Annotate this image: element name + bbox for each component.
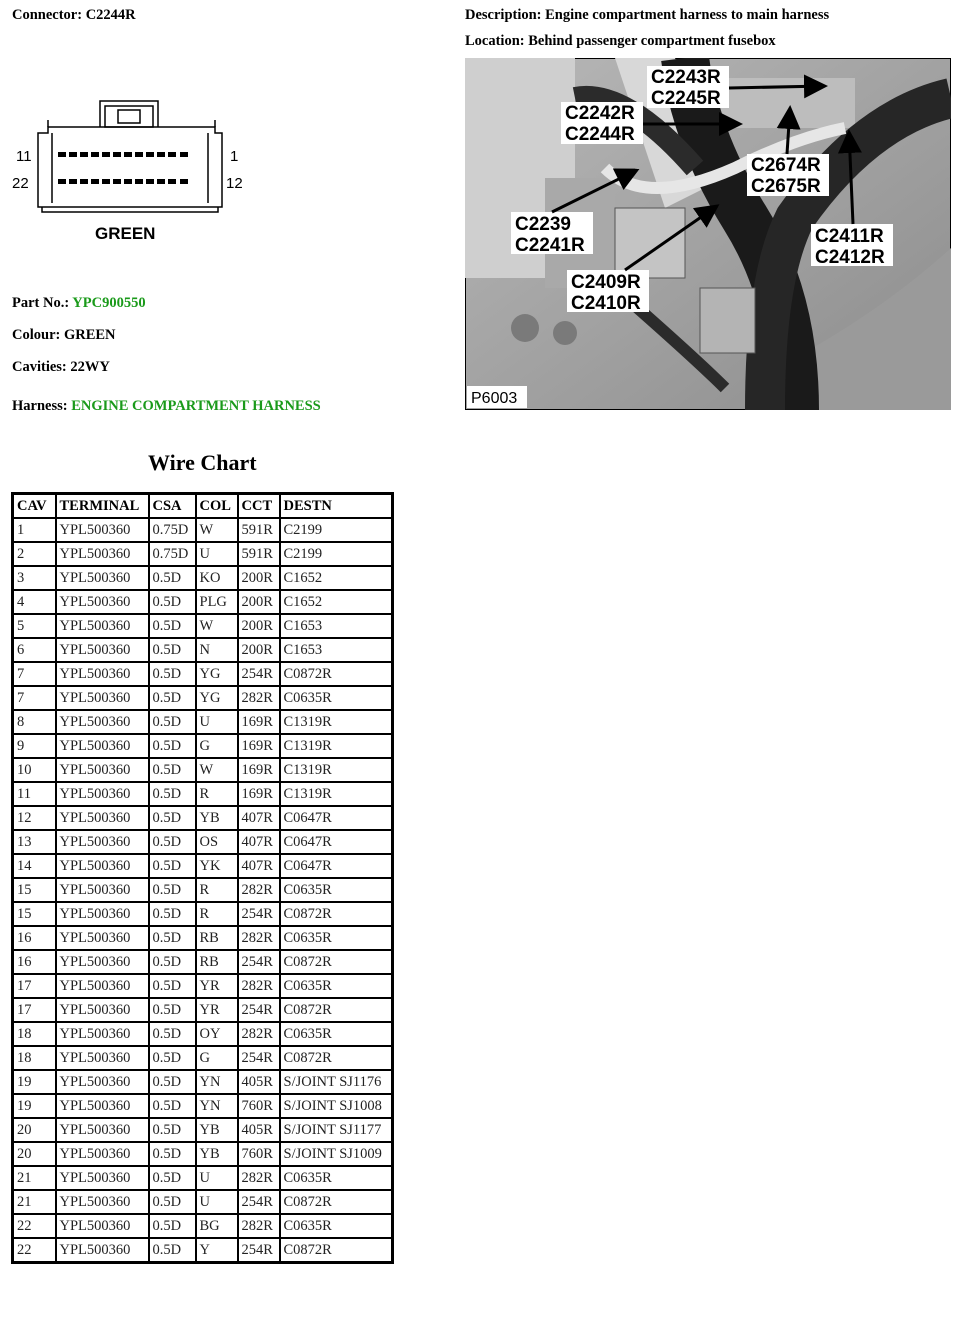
cell-csa: 0.5D <box>149 1142 196 1166</box>
table-row <box>13 926 393 950</box>
cell-cct: 591R <box>238 542 280 566</box>
cell-csa: 0.5D <box>149 1238 196 1263</box>
cell-col: U <box>196 1190 238 1214</box>
wire-chart-title: Wire Chart <box>148 450 257 475</box>
colour-value: GREEN <box>63 327 116 343</box>
cell-cav: 1 <box>13 518 56 542</box>
cell-cav: 2 <box>13 542 56 566</box>
photo-label-c2409r: C2409R <box>571 272 641 293</box>
cell-cct: 282R <box>238 1166 280 1190</box>
cell-col: W <box>196 614 238 638</box>
cell-csa: 0.75D <box>149 518 196 542</box>
photo-reference: P6003 <box>471 390 518 407</box>
cell-csa: 0.5D <box>149 614 196 638</box>
cell-destn: C0635R <box>280 878 393 902</box>
cell-destn: C1319R <box>280 710 393 734</box>
wire-chart-table <box>11 492 394 1264</box>
cell-cct: 405R <box>238 1118 280 1142</box>
table-header-row <box>13 494 393 519</box>
cell-destn: C0647R <box>280 854 393 878</box>
table-row <box>13 806 393 830</box>
cell-cct: 254R <box>238 1190 280 1214</box>
cell-col: YN <box>196 1070 238 1094</box>
cell-cct: 169R <box>238 734 280 758</box>
cell-col: W <box>196 518 238 542</box>
cell-col: YK <box>196 854 238 878</box>
photo-label-c2674r: C2674R <box>751 155 821 176</box>
column-header-destn: DESTN <box>280 494 393 519</box>
cell-terminal: YPL500360 <box>56 590 149 614</box>
cell-destn: C0635R <box>280 1022 393 1046</box>
cell-csa: 0.75D <box>149 542 196 566</box>
cell-cav: 4 <box>13 590 56 614</box>
table-row <box>13 566 393 590</box>
cell-col: OY <box>196 1022 238 1046</box>
cell-col: YB <box>196 806 238 830</box>
part-number-value: YPC900550 <box>72 295 146 311</box>
wire-chart-body <box>13 518 393 1263</box>
cell-col: OS <box>196 830 238 854</box>
cell-cct: 169R <box>238 758 280 782</box>
column-header-terminal: TERMINAL <box>56 494 149 519</box>
cell-terminal: YPL500360 <box>56 854 149 878</box>
cell-terminal: YPL500360 <box>56 1142 149 1166</box>
connector-value: C2244R <box>85 7 136 23</box>
cell-cav: 7 <box>13 662 56 686</box>
cell-cav: 17 <box>13 974 56 998</box>
cell-terminal: YPL500360 <box>56 1214 149 1238</box>
cell-cct: 200R <box>238 566 280 590</box>
cell-cct: 254R <box>238 662 280 686</box>
cell-destn: C0647R <box>280 830 393 854</box>
cell-cav: 9 <box>13 734 56 758</box>
photo-label-c2242r: C2242R <box>565 103 635 124</box>
cell-csa: 0.5D <box>149 1070 196 1094</box>
cell-terminal: YPL500360 <box>56 974 149 998</box>
arrow-c2243r <box>729 86 825 88</box>
table-row <box>13 830 393 854</box>
table-row <box>13 998 393 1022</box>
cell-destn: S/JOINT SJ1008 <box>280 1094 393 1118</box>
table-row <box>13 614 393 638</box>
cell-cav: 22 <box>13 1238 56 1263</box>
cell-cav: 14 <box>13 854 56 878</box>
photo-label-c2410r: C2410R <box>571 293 641 314</box>
cell-destn: C1652 <box>280 590 393 614</box>
cavities-line <box>12 359 110 376</box>
cell-col: YR <box>196 974 238 998</box>
cell-cav: 15 <box>13 902 56 926</box>
cell-destn: C0872R <box>280 1190 393 1214</box>
cell-csa: 0.5D <box>149 854 196 878</box>
table-row <box>13 878 393 902</box>
cell-destn: C0872R <box>280 1238 393 1263</box>
cell-cct: 282R <box>238 686 280 710</box>
cell-col: BG <box>196 1214 238 1238</box>
cell-csa: 0.5D <box>149 734 196 758</box>
cell-cav: 18 <box>13 1046 56 1070</box>
cell-col: R <box>196 878 238 902</box>
table-row <box>13 710 393 734</box>
table-row <box>13 638 393 662</box>
cell-destn: S/JOINT SJ1009 <box>280 1142 393 1166</box>
cell-col: R <box>196 782 238 806</box>
cell-cct: 407R <box>238 806 280 830</box>
cell-csa: 0.5D <box>149 950 196 974</box>
cell-terminal: YPL500360 <box>56 1022 149 1046</box>
photo-label-c2241r: C2241R <box>515 235 585 256</box>
cell-cct: 591R <box>238 518 280 542</box>
photo-label-c2245r: C2245R <box>651 88 721 109</box>
description-value: Engine compartment harness to main harness <box>545 7 830 23</box>
cell-col: YB <box>196 1142 238 1166</box>
table-row <box>13 902 393 926</box>
cell-csa: 0.5D <box>149 662 196 686</box>
location-heading <box>465 33 776 50</box>
photo-label-c2244r: C2244R <box>565 124 635 145</box>
cell-cav: 3 <box>13 566 56 590</box>
photo-label-c2411r: C2411R <box>815 226 884 247</box>
cell-col: U <box>196 710 238 734</box>
cell-destn: C1319R <box>280 734 393 758</box>
cell-csa: 0.5D <box>149 638 196 662</box>
table-row <box>13 1022 393 1046</box>
diagram-colour-caption: GREEN <box>95 224 156 243</box>
cell-csa: 0.5D <box>149 686 196 710</box>
cell-col: YG <box>196 686 238 710</box>
part-number-line <box>12 295 146 312</box>
cell-cct: 405R <box>238 1070 280 1094</box>
cell-terminal: YPL500360 <box>56 950 149 974</box>
column-header-csa: CSA <box>149 494 196 519</box>
cell-terminal: YPL500360 <box>56 830 149 854</box>
harness-value: ENGINE COMPARTMENT HARNESS <box>71 398 321 414</box>
cell-csa: 0.5D <box>149 710 196 734</box>
connector-heading <box>12 7 136 24</box>
cell-csa: 0.5D <box>149 1022 196 1046</box>
cell-destn: C0872R <box>280 998 393 1022</box>
cell-destn: C1319R <box>280 758 393 782</box>
cell-csa: 0.5D <box>149 590 196 614</box>
connector-label: Connector: <box>12 7 83 23</box>
column-header-cav: CAV <box>13 494 56 519</box>
cell-terminal: YPL500360 <box>56 662 149 686</box>
colour-line <box>12 327 116 344</box>
cell-destn: S/JOINT SJ1177 <box>280 1118 393 1142</box>
location-photo <box>465 58 951 410</box>
table-row <box>13 1142 393 1166</box>
cell-cct: 254R <box>238 1046 280 1070</box>
cell-terminal: YPL500360 <box>56 1166 149 1190</box>
cell-csa: 0.5D <box>149 878 196 902</box>
cell-col: R <box>196 902 238 926</box>
connector-face-diagram <box>10 95 255 250</box>
table-row <box>13 1046 393 1070</box>
cell-col: N <box>196 638 238 662</box>
cell-col: U <box>196 542 238 566</box>
cell-destn: C0872R <box>280 1046 393 1070</box>
cell-cav: 21 <box>13 1190 56 1214</box>
cavities-value: 22WY <box>70 359 110 375</box>
cell-cct: 407R <box>238 854 280 878</box>
cell-cav: 11 <box>13 782 56 806</box>
cell-cct: 760R <box>238 1142 280 1166</box>
cell-col: W <box>196 758 238 782</box>
table-row <box>13 542 393 566</box>
cell-csa: 0.5D <box>149 806 196 830</box>
cell-cav: 19 <box>13 1094 56 1118</box>
cell-cav: 17 <box>13 998 56 1022</box>
cell-csa: 0.5D <box>149 902 196 926</box>
cell-destn: C2199 <box>280 542 393 566</box>
cell-cct: 254R <box>238 1238 280 1263</box>
cell-csa: 0.5D <box>149 1214 196 1238</box>
location-label: Location: <box>465 33 525 49</box>
cell-cav: 8 <box>13 710 56 734</box>
cell-col: YG <box>196 662 238 686</box>
table-row <box>13 950 393 974</box>
cell-destn: C0872R <box>280 902 393 926</box>
cell-cct: 200R <box>238 590 280 614</box>
cell-cct: 254R <box>238 998 280 1022</box>
table-row <box>13 1094 393 1118</box>
cell-terminal: YPL500360 <box>56 638 149 662</box>
cell-col: YN <box>196 1094 238 1118</box>
cell-col: PLG <box>196 590 238 614</box>
cell-cav: 13 <box>13 830 56 854</box>
table-row <box>13 1238 393 1263</box>
cell-csa: 0.5D <box>149 926 196 950</box>
cell-terminal: YPL500360 <box>56 734 149 758</box>
cell-cav: 16 <box>13 926 56 950</box>
cell-terminal: YPL500360 <box>56 998 149 1022</box>
cell-cct: 169R <box>238 710 280 734</box>
table-row <box>13 1214 393 1238</box>
cell-csa: 0.5D <box>149 830 196 854</box>
cell-terminal: YPL500360 <box>56 566 149 590</box>
cell-col: YB <box>196 1118 238 1142</box>
cell-cav: 18 <box>13 1022 56 1046</box>
table-row <box>13 734 393 758</box>
cell-destn: C0635R <box>280 686 393 710</box>
cell-csa: 0.5D <box>149 1190 196 1214</box>
cell-col: YR <box>196 998 238 1022</box>
cell-terminal: YPL500360 <box>56 542 149 566</box>
table-row <box>13 854 393 878</box>
column-header-col: COL <box>196 494 238 519</box>
cell-cav: 16 <box>13 950 56 974</box>
cell-col: U <box>196 1166 238 1190</box>
part-number-label: Part No.: <box>12 295 70 311</box>
cell-csa: 0.5D <box>149 974 196 998</box>
cell-destn: C0635R <box>280 1166 393 1190</box>
cell-terminal: YPL500360 <box>56 926 149 950</box>
cell-csa: 0.5D <box>149 566 196 590</box>
cell-cct: 282R <box>238 926 280 950</box>
cell-destn: C0872R <box>280 950 393 974</box>
cell-cct: 282R <box>238 878 280 902</box>
description-heading <box>465 7 829 24</box>
cell-cct: 282R <box>238 1022 280 1046</box>
table-row <box>13 1118 393 1142</box>
table-row <box>13 758 393 782</box>
cell-cav: 10 <box>13 758 56 782</box>
cell-cct: 282R <box>238 1214 280 1238</box>
cell-destn: C0647R <box>280 806 393 830</box>
cell-destn: C0872R <box>280 662 393 686</box>
cell-terminal: YPL500360 <box>56 614 149 638</box>
cell-col: RB <box>196 926 238 950</box>
table-row <box>13 518 393 542</box>
pin-label-1: 1 <box>230 148 239 165</box>
table-row <box>13 974 393 998</box>
cell-terminal: YPL500360 <box>56 710 149 734</box>
cell-cav: 22 <box>13 1214 56 1238</box>
cell-terminal: YPL500360 <box>56 1238 149 1263</box>
cell-cct: 200R <box>238 614 280 638</box>
cell-csa: 0.5D <box>149 1166 196 1190</box>
cell-terminal: YPL500360 <box>56 806 149 830</box>
description-label: Description: <box>465 7 542 23</box>
cell-col: G <box>196 1046 238 1070</box>
table-row <box>13 662 393 686</box>
cell-csa: 0.5D <box>149 1046 196 1070</box>
cell-col: Y <box>196 1238 238 1263</box>
photo-label-c2243r: C2243R <box>651 67 721 88</box>
cell-cct: 254R <box>238 950 280 974</box>
cell-destn: C0635R <box>280 926 393 950</box>
cell-cav: 12 <box>13 806 56 830</box>
cell-col: G <box>196 734 238 758</box>
colour-label: Colour: <box>12 327 61 343</box>
cell-terminal: YPL500360 <box>56 782 149 806</box>
cell-cav: 20 <box>13 1118 56 1142</box>
table-row <box>13 1070 393 1094</box>
cell-terminal: YPL500360 <box>56 1070 149 1094</box>
cell-cct: 169R <box>238 782 280 806</box>
cell-terminal: YPL500360 <box>56 1190 149 1214</box>
cell-csa: 0.5D <box>149 1118 196 1142</box>
cell-terminal: YPL500360 <box>56 878 149 902</box>
cell-destn: C1319R <box>280 782 393 806</box>
cell-destn: C0635R <box>280 974 393 998</box>
cell-cav: 19 <box>13 1070 56 1094</box>
cell-cav: 7 <box>13 686 56 710</box>
pin-label-11: 11 <box>16 148 32 165</box>
table-row <box>13 1190 393 1214</box>
cell-cav: 5 <box>13 614 56 638</box>
cell-col: RB <box>196 950 238 974</box>
photo-label-c2239: C2239 <box>515 214 571 235</box>
cell-cct: 200R <box>238 638 280 662</box>
cell-destn: C1652 <box>280 566 393 590</box>
cell-destn: C2199 <box>280 518 393 542</box>
table-row <box>13 686 393 710</box>
column-header-cct: CCT <box>238 494 280 519</box>
cell-terminal: YPL500360 <box>56 518 149 542</box>
cell-csa: 0.5D <box>149 998 196 1022</box>
cell-destn: C1653 <box>280 638 393 662</box>
harness-label: Harness: <box>12 398 68 414</box>
cell-csa: 0.5D <box>149 782 196 806</box>
cell-cav: 6 <box>13 638 56 662</box>
cell-terminal: YPL500360 <box>56 758 149 782</box>
cell-terminal: YPL500360 <box>56 1046 149 1070</box>
table-row <box>13 590 393 614</box>
cell-terminal: YPL500360 <box>56 1094 149 1118</box>
cell-cct: 760R <box>238 1094 280 1118</box>
cell-terminal: YPL500360 <box>56 686 149 710</box>
cell-cct: 282R <box>238 974 280 998</box>
cell-destn: C1653 <box>280 614 393 638</box>
cell-col: KO <box>196 566 238 590</box>
pin-label-12: 12 <box>226 175 243 192</box>
table-row <box>13 782 393 806</box>
harness-line <box>12 398 321 415</box>
table-row <box>13 1166 393 1190</box>
photo-label-c2675r: C2675R <box>751 176 821 197</box>
cell-terminal: YPL500360 <box>56 1118 149 1142</box>
cell-cav: 21 <box>13 1166 56 1190</box>
cell-destn: S/JOINT SJ1176 <box>280 1070 393 1094</box>
cell-csa: 0.5D <box>149 758 196 782</box>
cell-destn: C0635R <box>280 1214 393 1238</box>
cell-cav: 20 <box>13 1142 56 1166</box>
cavities-label: Cavities: <box>12 359 67 375</box>
cell-cct: 407R <box>238 830 280 854</box>
pin-label-22: 22 <box>12 175 29 192</box>
cell-cav: 15 <box>13 878 56 902</box>
cell-csa: 0.5D <box>149 1094 196 1118</box>
cell-terminal: YPL500360 <box>56 902 149 926</box>
cell-cct: 254R <box>238 902 280 926</box>
photo-label-c2412r: C2412R <box>815 247 885 268</box>
location-value: Behind passenger compartment fusebox <box>528 33 776 49</box>
